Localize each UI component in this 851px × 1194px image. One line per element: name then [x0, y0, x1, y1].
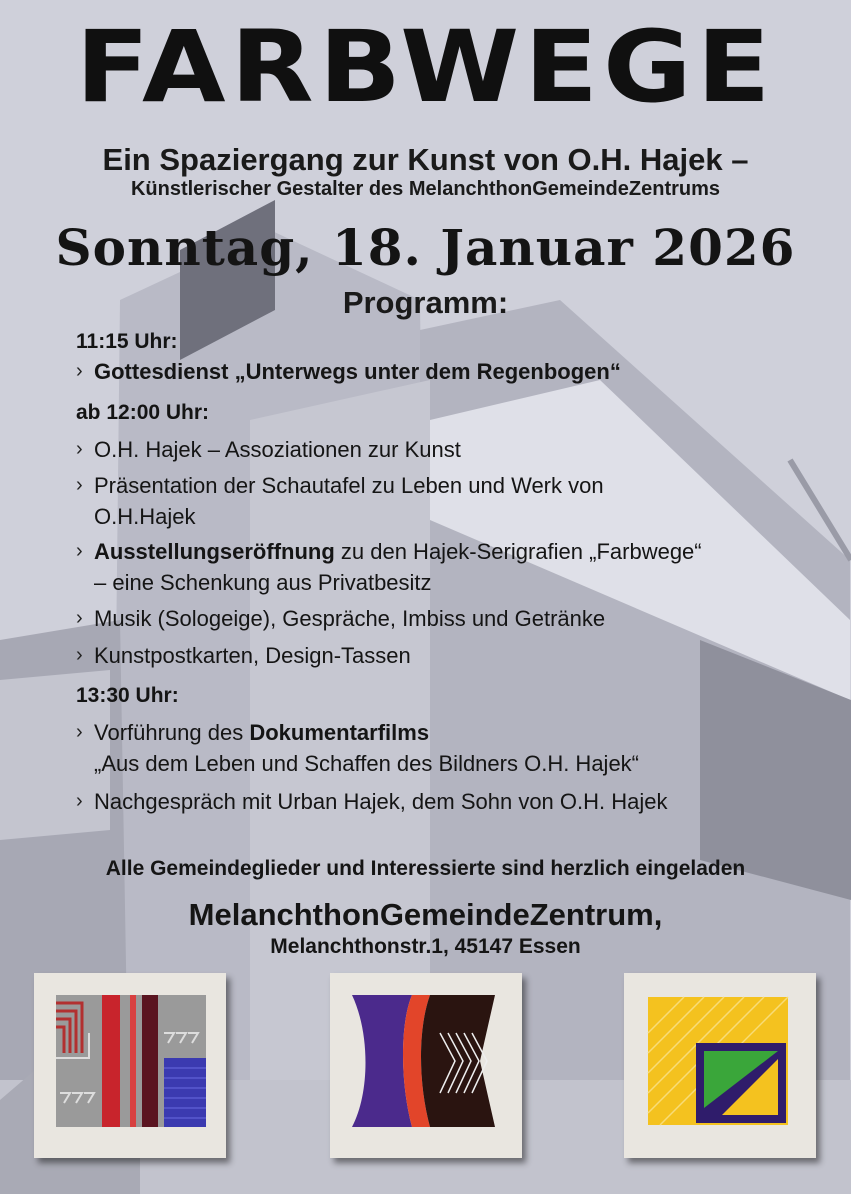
program-heading: Programm:: [342, 285, 509, 320]
item-text-bold: Dokumentarfilms: [249, 720, 430, 745]
event-date: Sonntag, 18. Januar 2026: [55, 218, 796, 277]
poster-title: FARBWEGE: [75, 9, 776, 125]
program-item: [76, 717, 816, 779]
serigraph-artwork-1: [34, 973, 226, 1158]
time-1115: 11:15 Uhr:: [76, 330, 178, 353]
bullet-chevron-icon: ›: [76, 360, 83, 382]
program-item: [76, 470, 816, 532]
bullet-chevron-icon: ›: [76, 607, 83, 629]
item-text-line2: O.H.Hajek: [94, 504, 196, 529]
time-1330: 13:30 Uhr:: [76, 684, 179, 707]
subtitle: Ein Spaziergang zur Kunst von O.H. Hajek –: [102, 142, 749, 177]
subtitle-secondary: Künstlerischer Gestalter des MelanchthonGemeindeZentrums: [130, 178, 721, 200]
bullet-chevron-icon: ›: [76, 474, 83, 496]
program-item: [76, 536, 816, 598]
bullet-chevron-icon: ›: [76, 644, 83, 666]
item-text: Musik (Sologeige), Gespräche, Imbiss und Getränke: [94, 606, 606, 631]
item-text-pre: Vorführung des: [94, 720, 250, 745]
serigraph-artwork-3: [624, 973, 816, 1158]
program-item: [76, 786, 816, 817]
program-item: [76, 434, 816, 465]
time-1200: ab 12:00 Uhr:: [76, 401, 210, 424]
bullet-chevron-icon: ›: [76, 721, 83, 743]
item-text-line1: Präsentation der Schautafel zu Leben und Werk von: [94, 473, 604, 498]
item-text-line2: – eine Schenkung aus Privatbesitz: [94, 570, 432, 595]
program-item: [76, 640, 816, 671]
bullet-chevron-icon: ›: [76, 540, 83, 562]
item-text: Kunstpostkarten, Design-Tassen: [94, 643, 411, 668]
item-text: Nachgespräch mit Urban Hajek, dem Sohn von O.H. Hajek: [94, 789, 668, 814]
item-text-rest: zu den Hajek-Serigrafien „Farbwege“: [334, 539, 702, 564]
venue-name: MelanchthonGemeindeZentrum,: [188, 897, 663, 932]
item-text-bold: Ausstellungseröffnung: [94, 539, 335, 564]
invitation-text: Alle Gemeindeglieder und Interessierte sind herzlich eingeladen: [105, 857, 746, 880]
venue-address: Melanchthonstr.1, 45147 Essen: [270, 935, 581, 958]
item-text-line2: „Aus dem Leben und Schaffen des Bildners O.H. Hajek“: [94, 751, 640, 776]
bullet-chevron-icon: ›: [76, 438, 83, 460]
item-text: Gottesdienst „Unterwegs unter dem Regenbogen“: [94, 359, 621, 384]
program-item: [76, 356, 816, 387]
serigraph-artwork-2: [330, 973, 522, 1158]
bullet-chevron-icon: ›: [76, 790, 83, 812]
item-text: O.H. Hajek – Assoziationen zur Kunst: [94, 437, 461, 462]
program-item: [76, 603, 816, 634]
